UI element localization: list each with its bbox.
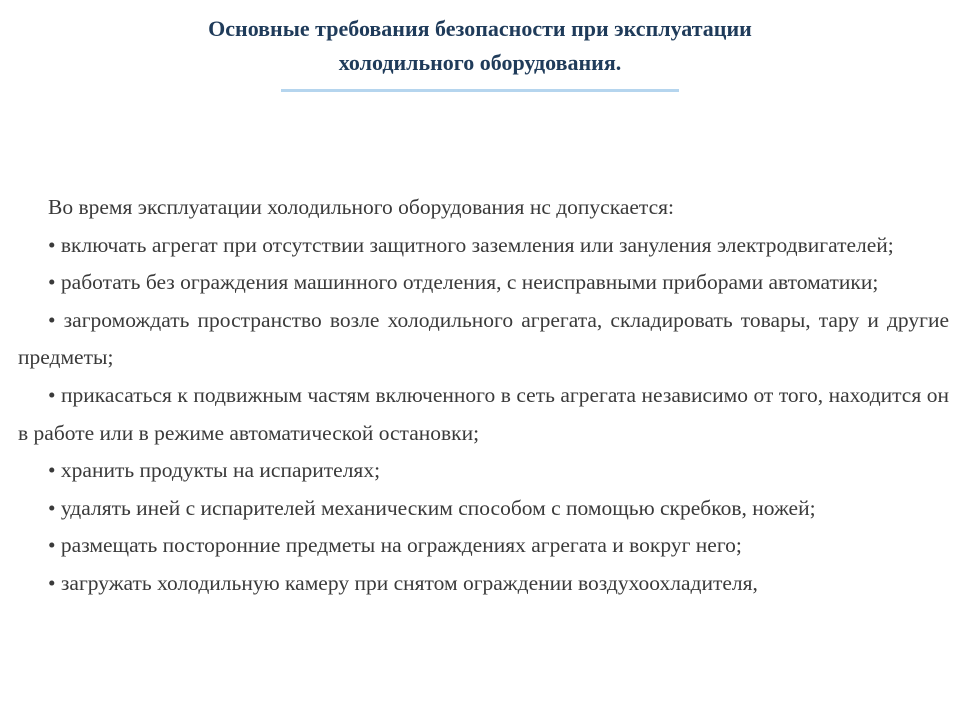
- list-item: • загружать холодильную камеру при снятом ограждении воздухоохладителя,: [48, 570, 758, 595]
- title-underline-divider: [281, 89, 679, 92]
- page-title-line-2: холодильного оборудования.: [338, 50, 622, 75]
- requirements-text: [18, 189, 949, 603]
- page-title: [0, 12, 960, 80]
- page-title-line-1: Основные требования безопасности при эксплуатации: [208, 16, 752, 41]
- list-item: • прикасаться к подвижным частям включенного в сеть агрегата независимо от того, находится он в работе или в режиме автоматической остановки;: [18, 382, 949, 445]
- list-item: • включать агрегат при отсутствии защитного заземления или зануления электродвигателей;: [48, 232, 894, 257]
- list-item: • загромождать пространство возле холодильного агрегата, складировать товары, тару и другие предметы;: [18, 307, 949, 370]
- list-item: • работать без ограждения машинного отделения, с неисправными приборами автоматики;: [48, 270, 879, 295]
- list-item: • размещать посторонние предметы на ограждениях агрегата и вокруг него;: [48, 533, 742, 558]
- list-item: • хранить продукты на испарителях;: [48, 458, 381, 483]
- list-item: • удалять иней с испарителей механическим способом с помощью скребков, ножей;: [48, 495, 816, 520]
- intro-paragraph: Во время эксплуатации холодильного оборудования нс допускается:: [48, 195, 674, 219]
